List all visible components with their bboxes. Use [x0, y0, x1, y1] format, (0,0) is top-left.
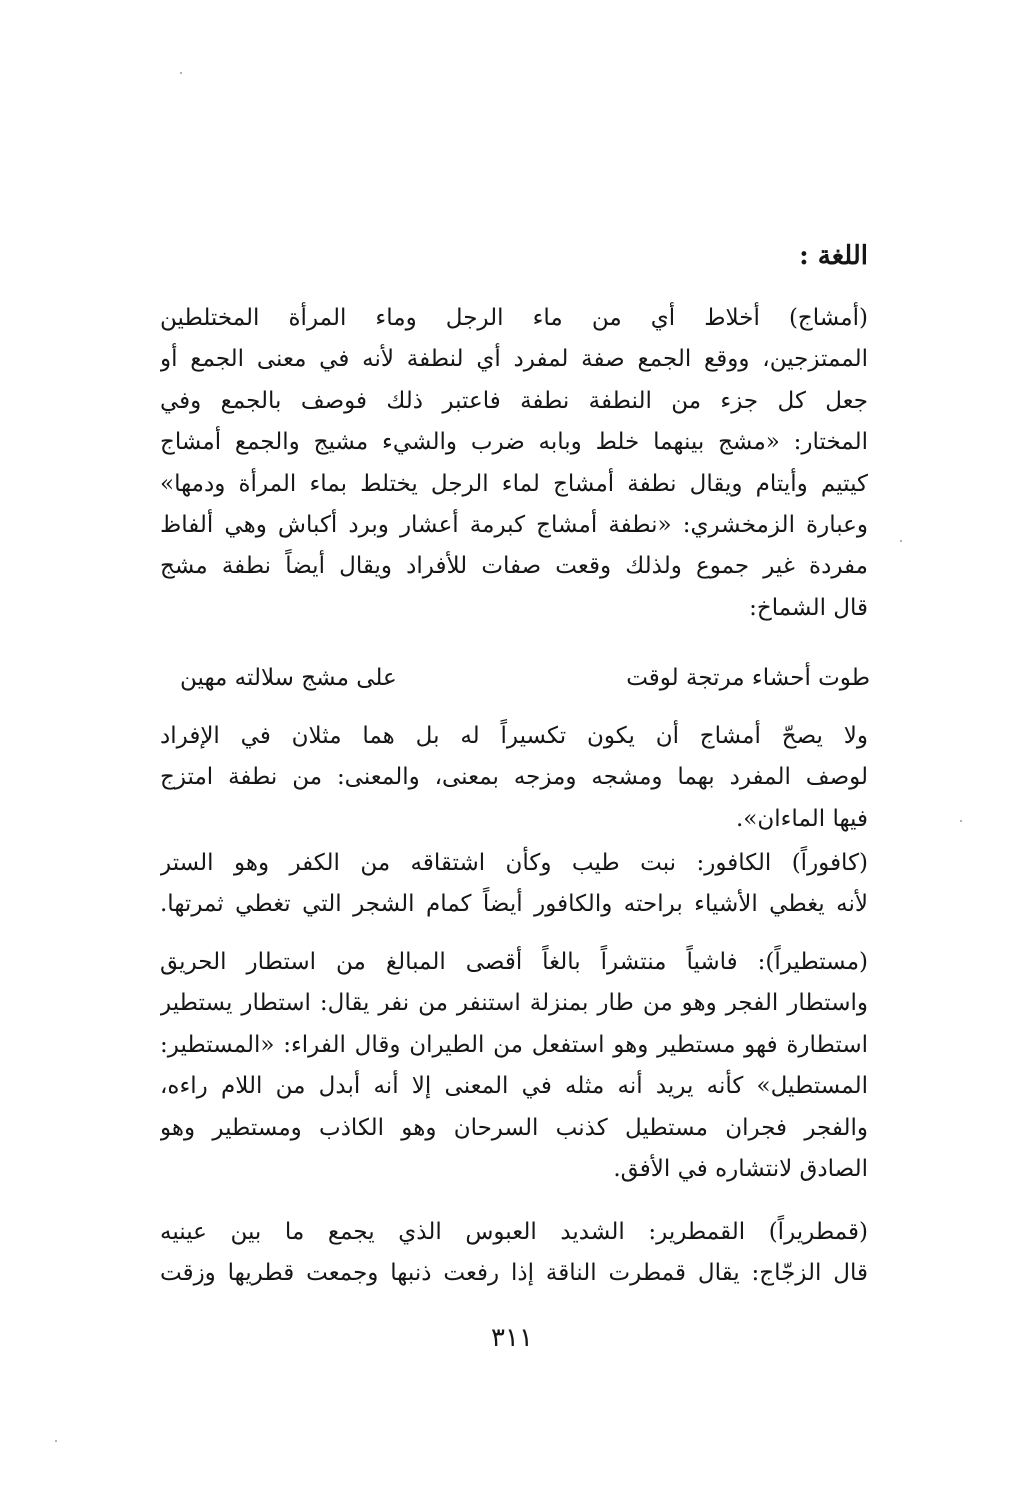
text-line: (مستطيراً): فاشياً منتشراً بالغاً أقصى المبالغ من استطار الحريق — [160, 949, 868, 975]
paragraph-kafur — [160, 843, 868, 926]
text-line: قال الشماخ: — [749, 594, 868, 621]
text-line: الممتزجين، ووقع الجمع صفة لمفرد أي لنطفة لأنه في معنى الجمع أو — [160, 346, 868, 373]
text-line: المختار: «مشج بينهما خلط وبابه ضرب والشيء مشيج والجمع أمشاج — [160, 429, 868, 456]
text-line: لوصف المفرد بهما ومشجه ومزجه بمعنى، والمعنى: من نطفة امتزج — [160, 764, 868, 791]
text-line: الصادق لانتشاره في الأفق. — [613, 1156, 868, 1183]
text-line: جعل كل جزء من النطفة نطفة فاعتبر ذلك فوصف بالجمع وفي — [160, 387, 868, 414]
scan-speck — [180, 72, 182, 74]
verse-first-hemistich: طوت أحشاء مرتجة لوقت — [626, 665, 870, 691]
paragraph-qamtarir — [160, 1212, 868, 1295]
paragraph-mustatir — [160, 942, 868, 1190]
text-line: ولا يصحّ أمشاج أن يكون تكسيراً له بل هما مثلان في الإفراد — [160, 723, 868, 749]
page-number: ٣١١ — [491, 1323, 533, 1353]
text-line: مفردة غير جموع ولذلك وقعت صفات للأفراد ويقال أيضاً نطفة مشج — [160, 553, 868, 580]
paragraph-amshaj-continued — [160, 716, 868, 840]
text-line: (أمشاج) أخلاط أي من ماء الرجل وماء المرأة المختلطين — [160, 305, 868, 331]
text-line: قال الزجّاج: يقال قمطرت الناقة إذا رفعت ذنبها وجمعت قطريها وزقت — [160, 1260, 868, 1287]
text-line: فيها الماءان». — [735, 805, 868, 832]
section-heading: اللغة : — [799, 241, 868, 271]
scan-speck — [900, 540, 902, 542]
verse-second-hemistich: على مشج سلالته مهين — [180, 665, 397, 691]
text-line: (كافوراً) الكافور: نبت طيب وكأن اشتقاقه من الكفر وهو الستر — [160, 850, 868, 876]
poetry-verse — [180, 656, 870, 700]
text-line: لأنه يغطي الأشياء براحته والكافور أيضاً كمام الشجر التي تغطي ثمرتها. — [160, 891, 868, 918]
text-line: (قمطريراً) القمطرير: الشديد العبوس الذي يجمع ما بين عينيه — [160, 1219, 868, 1245]
text-line: استطارة فهو مستطير وهو استفعل من الطيران وقال الفراء: «المستطير: — [160, 1031, 868, 1058]
text-line: المستطيل» كأنه يريد أنه مثله في المعنى إلا أنه أبدل من اللام راءه، — [160, 1073, 868, 1100]
scan-speck — [960, 820, 962, 822]
text-line: والفجر فجران مستطيل كذنب السرحان وهو الكاذب ومستطير وهو — [160, 1114, 868, 1141]
text-line: كيتيم وأيتام ويقال نطفة أمشاج لماء الرجل يختلط بماء المرأة ودمها» — [160, 470, 868, 497]
text-line: واستطار الفجر وهو من طار بمنزلة استنفر من نفر يقال: استطار يستطير — [160, 990, 868, 1017]
scan-speck — [55, 1440, 57, 1442]
paragraph-amshaj — [160, 298, 868, 629]
text-line: وعبارة الزمخشري: «نطفة أمشاج كبرمة أعشار وبرد أكباش وهي ألفاظ — [160, 512, 868, 539]
